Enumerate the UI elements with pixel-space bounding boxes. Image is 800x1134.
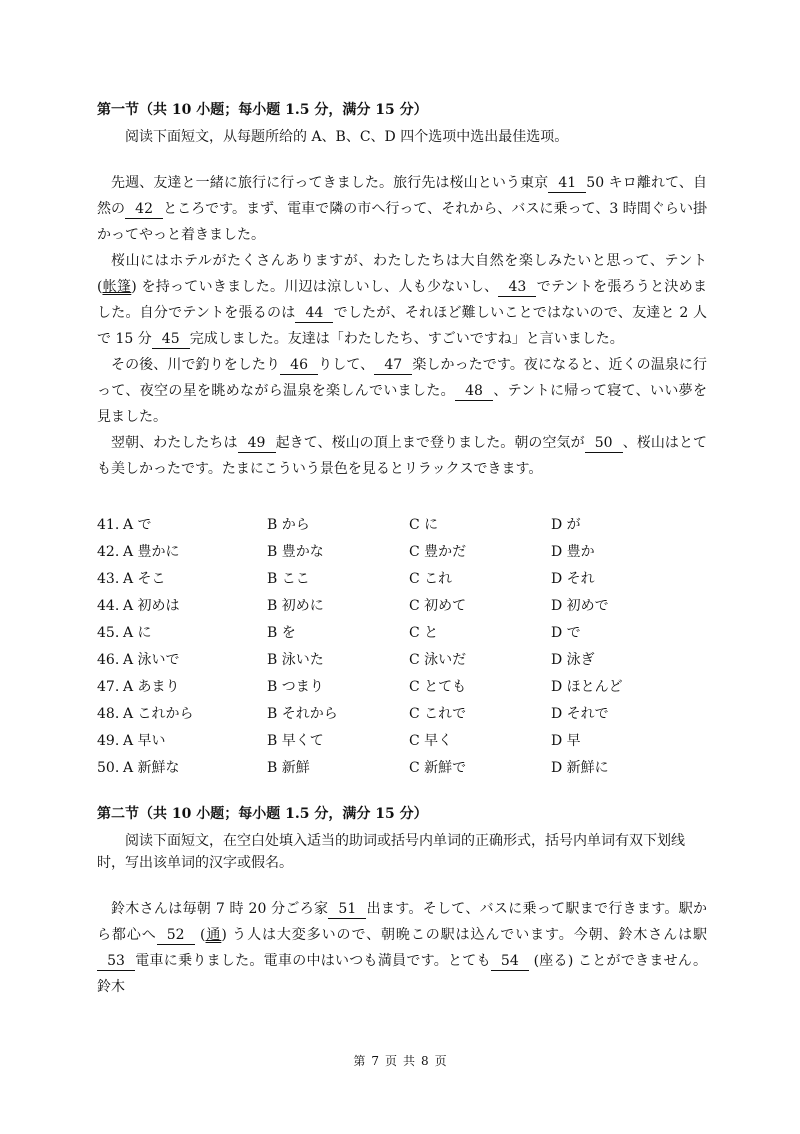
blank-42: 42 xyxy=(125,200,163,219)
passage1-paragraph-2: 桜山にはホテルがたくさんありますが、わたしたちは大自然を楽しみたいと思って、テント (帐篷) を持っていきました。川辺は涼しいし、人も少ないし、 43 でテントを張ろうと決めました。自分でテントを張るのは 44 でしたが、それほど難しいことではないので、友達と 2 人で 15 分 45 完成しました。友達は「わたしたち、すごいですね」と言いました。 xyxy=(97,253,707,347)
current-page-number: 7 xyxy=(371,1054,379,1068)
option-a: A 豊かに xyxy=(123,544,180,560)
option-row-43 xyxy=(97,566,707,593)
option-a: A 泳いで xyxy=(123,652,180,668)
question-number: 48. xyxy=(97,706,120,722)
question-number: 47. xyxy=(97,679,120,695)
question-number: 43. xyxy=(97,571,120,587)
option-d: D それ xyxy=(551,571,595,587)
option-a: A これから xyxy=(123,706,194,722)
option-b: B 新鮮 xyxy=(267,760,310,776)
section1-instruction: 阅读下面短文，从每题所给的 A、B、C、D 四个选项中选出最佳选项。 xyxy=(125,129,569,145)
option-a: A そこ xyxy=(123,571,166,587)
option-d: D 早 xyxy=(551,733,581,749)
option-c: C とても xyxy=(409,679,467,695)
option-b: B を xyxy=(267,625,296,641)
option-a: A で xyxy=(123,517,152,533)
option-row-48 xyxy=(97,701,707,728)
option-b: B 豊かな xyxy=(267,544,324,560)
option-a: A 初めは xyxy=(123,598,180,614)
blank-46: 46 xyxy=(280,356,318,375)
question-number: 41. xyxy=(97,517,120,533)
blank-54: 54 xyxy=(491,952,529,971)
exam-page xyxy=(97,100,707,1000)
option-row-47 xyxy=(97,674,707,701)
question-number: 46. xyxy=(97,652,120,668)
option-d: D 泳ぎ xyxy=(551,652,595,668)
blank-53: 53 xyxy=(97,952,135,971)
passage1-paragraph-3: その後、川で釣りをしたり 46 りして、 47 楽しかったです。夜になると、近くの温泉に行って、夜空の星を眺めながら温泉を楽しんでいました。 48 、テントに帰って寝て、いい夢を見ました。 xyxy=(97,357,707,425)
underlined-word-tent: 帐篷 xyxy=(102,279,132,295)
blank-44: 44 xyxy=(295,304,333,323)
total-page-number: 8 xyxy=(421,1054,429,1068)
option-d: D で xyxy=(551,625,581,641)
option-row-50 xyxy=(97,755,707,782)
option-row-49 xyxy=(97,728,707,755)
option-c: C 初めて xyxy=(409,598,467,614)
blank-52: 52 xyxy=(157,926,195,945)
question-number: 50. xyxy=(97,760,120,776)
option-row-44 xyxy=(97,593,707,620)
option-a: A 早い xyxy=(123,733,166,749)
option-c: C 豊かだ xyxy=(409,544,467,560)
section2-instruction: 阅读下面短文，在空白处填入适当的助词或括号内单词的正确形式，括号内单词有双下划线时，写出该单词的汉字或假名。 xyxy=(97,833,685,871)
blank-50: 50 xyxy=(585,434,623,453)
option-c: C 新鮮で xyxy=(409,760,467,776)
option-b: B 早くて xyxy=(267,733,324,749)
section1-title: 第一节（共 10 小题；每小题 1.5 分，满分 15 分） xyxy=(97,102,428,118)
blank-45: 45 xyxy=(152,330,190,349)
underlined-word-kayou: 通 xyxy=(205,927,222,943)
option-d: D が xyxy=(551,517,581,533)
blank-47: 47 xyxy=(374,356,412,375)
blank-43: 43 xyxy=(498,278,536,297)
question-number: 42. xyxy=(97,544,120,560)
section2-title: 第二节（共 10 小题；每小题 1.5 分，满分 15 分） xyxy=(97,806,428,822)
option-a: A 新鮮な xyxy=(123,760,180,776)
option-c: C 泳いだ xyxy=(409,652,467,668)
option-row-42 xyxy=(97,539,707,566)
option-c: C と xyxy=(409,625,439,641)
page-footer: 第 7 页 共 8 页 xyxy=(353,1054,447,1068)
option-d: D 豊か xyxy=(551,544,595,560)
option-d: D 新鮮に xyxy=(551,760,609,776)
option-c: C これ xyxy=(409,571,453,587)
options-list xyxy=(97,512,707,782)
passage1-paragraph-1: 先週、友達と一緒に旅行に行ってきました。旅行先は桜山という東京 41 50 キロ離れて、自然の 42 ところです。まず、電車で隣の市へ行って、それから、バスに乗って、3 時間ぐらい掛かってやっと着きました。 xyxy=(97,175,708,243)
option-b: B 泳いた xyxy=(267,652,324,668)
option-b: B それから xyxy=(267,706,338,722)
option-c: C 早く xyxy=(409,733,453,749)
option-b: B つまり xyxy=(267,679,324,695)
option-c: C これで xyxy=(409,706,467,722)
blank-51: 51 xyxy=(328,900,366,919)
question-number: 44. xyxy=(97,598,120,614)
blank-49: 49 xyxy=(238,434,276,453)
option-a: A あまり xyxy=(123,679,180,695)
blank-41: 41 xyxy=(548,174,586,193)
option-b: B ここ xyxy=(267,571,310,587)
option-row-46 xyxy=(97,647,707,674)
option-d: D ほとんど xyxy=(551,679,623,695)
question-number: 49. xyxy=(97,733,120,749)
option-row-45 xyxy=(97,620,707,647)
option-d: D それで xyxy=(551,706,609,722)
option-row-41 xyxy=(97,512,707,539)
option-b: B から xyxy=(267,517,310,533)
option-d: D 初めで xyxy=(551,598,609,614)
option-b: B 初めに xyxy=(267,598,324,614)
option-a: A に xyxy=(123,625,152,641)
blank-48: 48 xyxy=(455,382,493,401)
option-c: C に xyxy=(409,517,439,533)
question-number: 45. xyxy=(97,625,120,641)
passage2-paragraph-1: 鈴木さんは毎朝 7 時 20 分ごろ家 51 出ます。そして、バスに乗って駅まで行きます。駅から都心へ 52 (通) う人は大変多いので、朝晩この駅は込んでいます。今朝、鈴木さんは駅53 電車に乗りました。電車の中はいつも満員です。とても 54 (座る) ことができません。鈴木 xyxy=(97,901,708,995)
passage1-paragraph-4: 翌朝、わたしたちは 49 起きて、桜山の頂上まで登りました。朝の空気が 50 、桜山はとても美しかったです。たまにこういう景色を見るとリラックスできます。 xyxy=(97,435,708,477)
